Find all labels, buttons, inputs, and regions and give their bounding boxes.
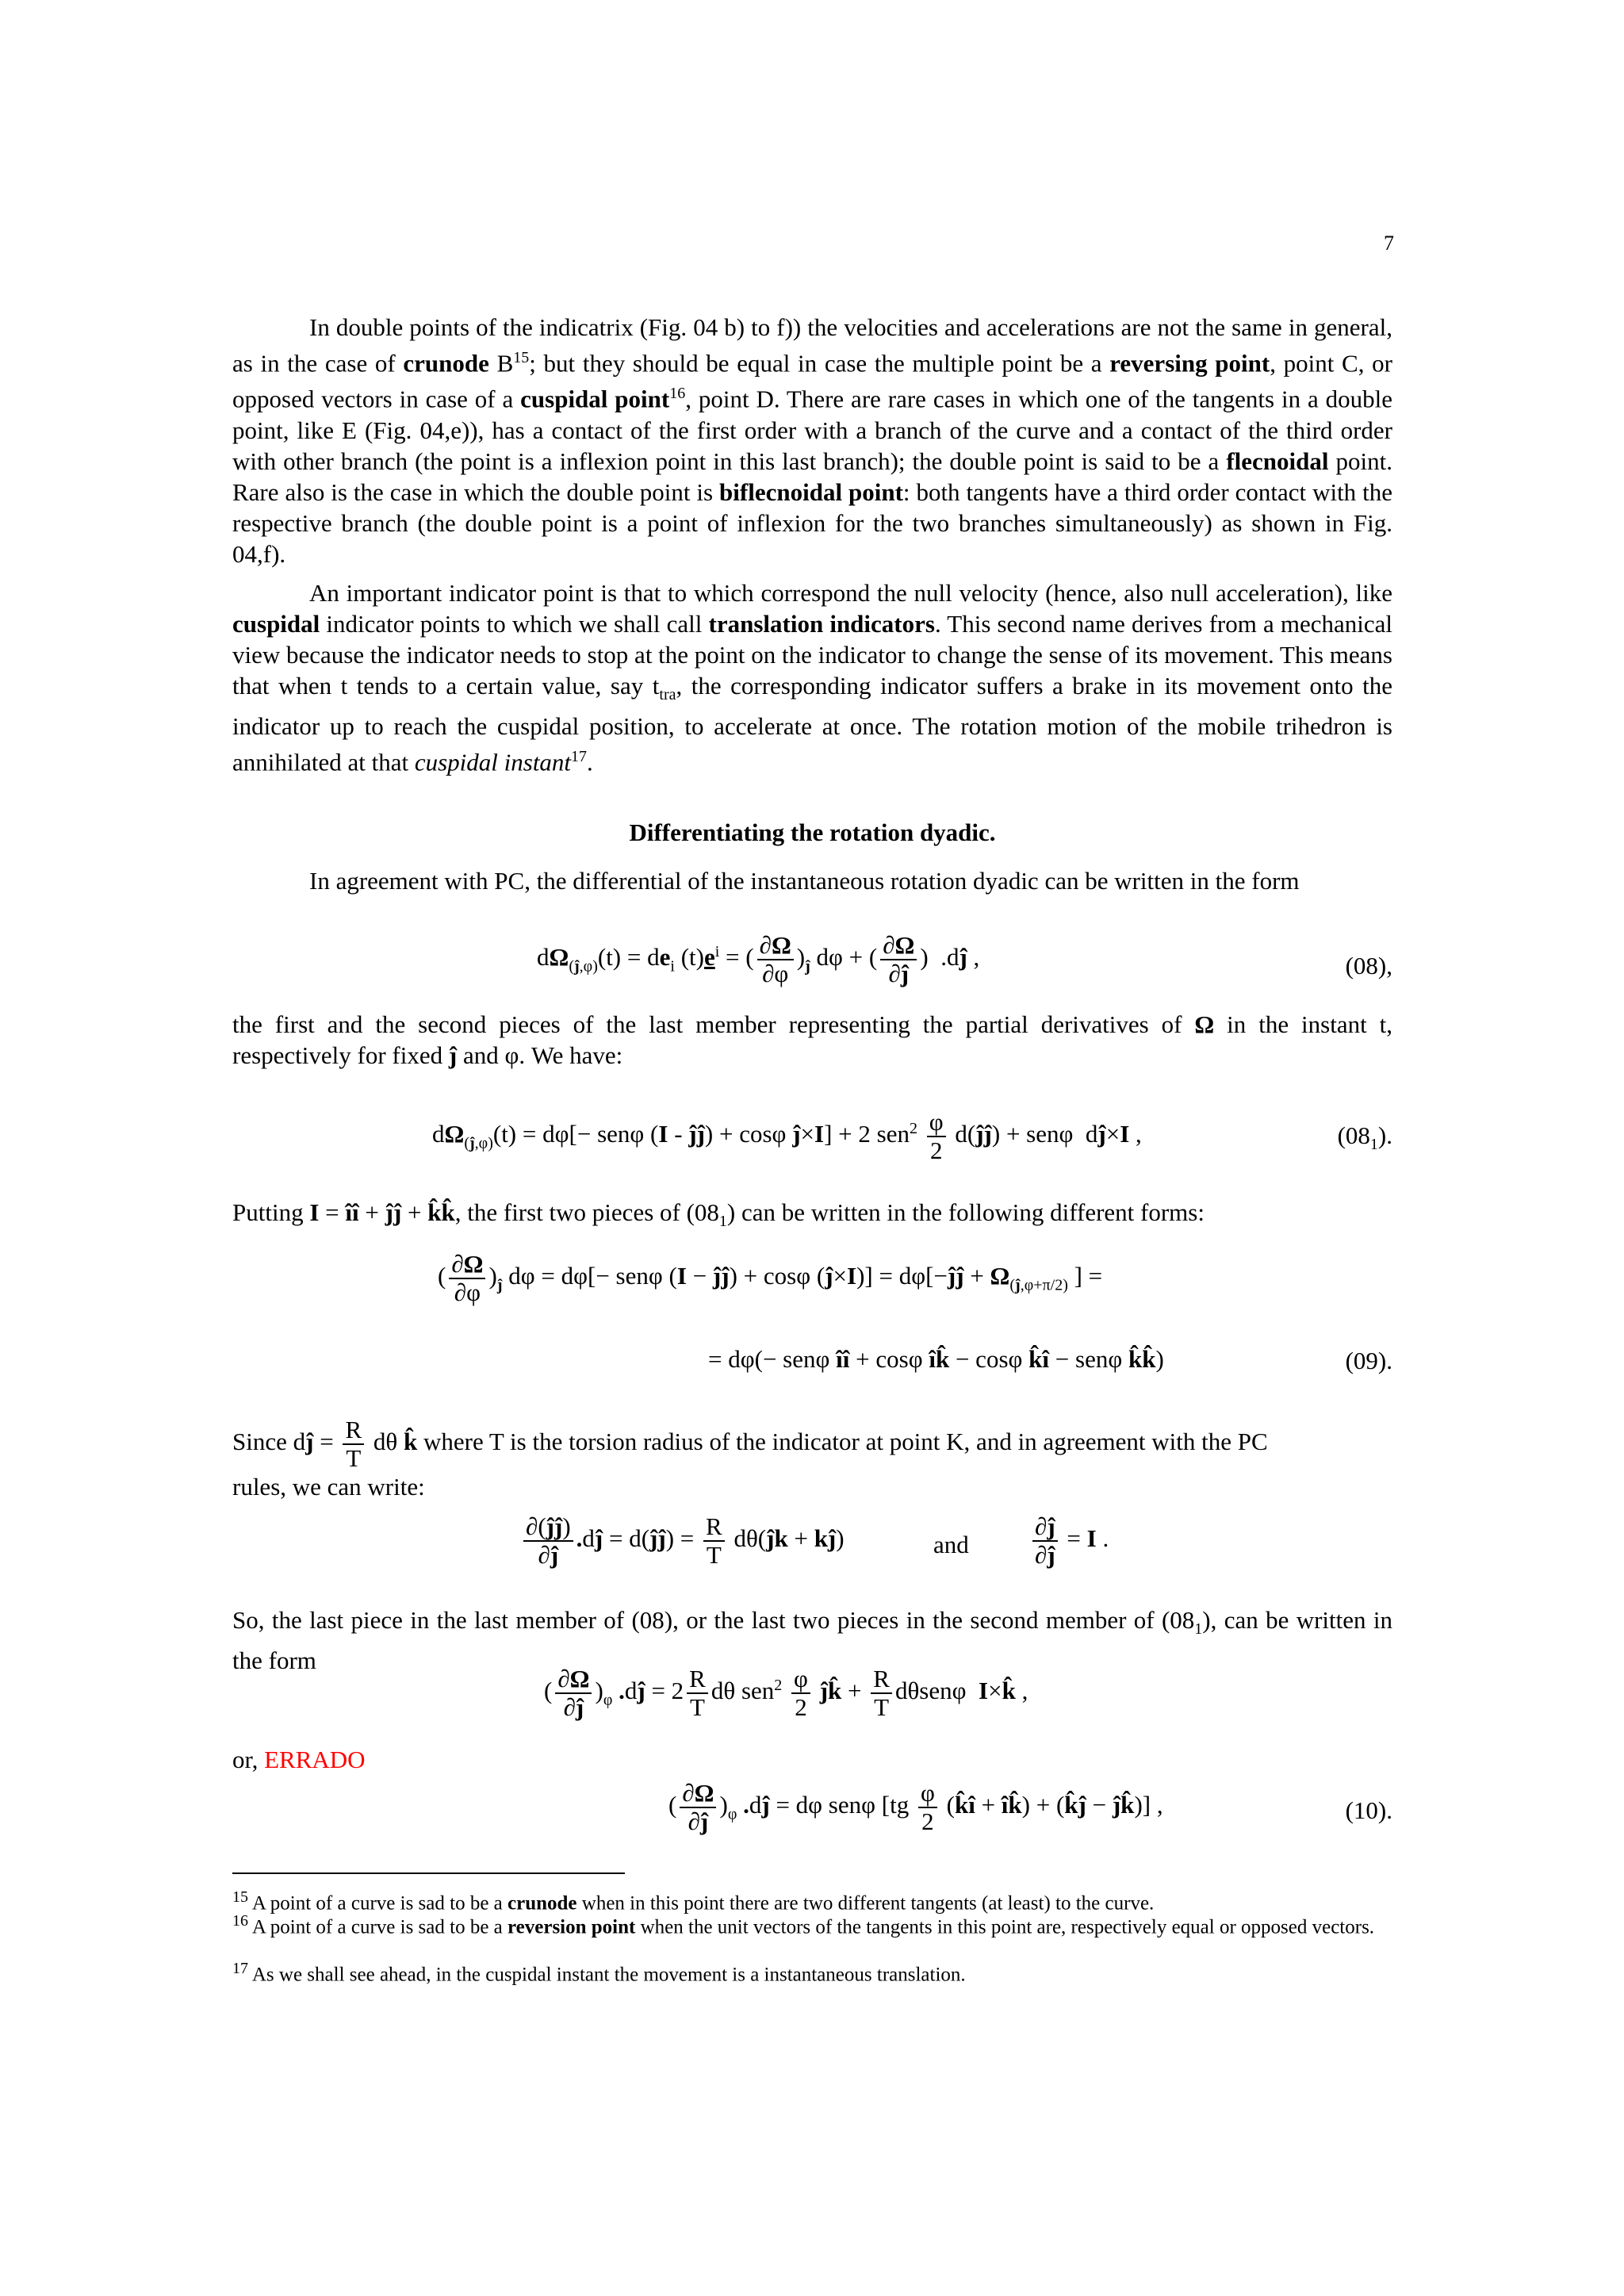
equation-08-1: $d\Omega_{(ĵ,\varphi)}(t) = d\varphi[- sen\varphi$ (I - ĵĵ) + cosφ ĵ×I] + 2 sen$^2$ $\frac{\varphi}{2}$ d(ĵĵ) + senφ dĵ×I , xyxy=(432,1108,1142,1164)
paragraph-partial-derivatives: the first and the second pieces of the last member representing the partial derivatives of Ω in the instant t, respectively for fixed ĵ and φ. We have: xyxy=(232,1010,1392,1069)
footnote-divider xyxy=(232,1872,625,1874)
paragraph-since: Since dĵ = $\frac{R}{T}$ dθ k̂ where T is the torsion radius of the indicator at point K, and in agreement with the PC xyxy=(232,1416,1268,1472)
paragraph-rules: rules, we can write: xyxy=(232,1473,425,1501)
footnote-16: $^{16}$ A point of a curve is sad to be a reversion point when the unit vectors of the tangents in this point are, respectively equal or opposed vectors. xyxy=(232,1912,1375,1938)
equation-09-line-1: ( $\frac{\partial\Omega}{\partial\varphi}$ )$_ĵ$ dφ = dφ[− senφ (I − ĵĵ) + cosφ (ĵ×I)] = dφ[−ĵĵ + $\Omega_{(ĵ,\varphi+\pi/2)}$ ] = xyxy=(438,1250,1103,1306)
equation-08-number: (08), xyxy=(1345,952,1392,979)
paragraph-double-points: In double points of the indicatrix (Fig. 04 b) to f)) the velocities and accelerations are not the same in general, as in the case of crunode $B^{15}$; but they should be equal in case the multiple point be a reversing point, point C, or opposed vectors in case of a cuspidal point$^{16}$, point D. There are rare cases in which one of the tangents in a double point, like E (Fig. 04,e)), has a contact of the first order with a branch of the curve and a contact of the third order with other branch (the point is a inflexion point in this last branch); the double point is said to be a flecnoidal point. Rare also is the case in which the double point is biflecnoidal point: both tangents have a third order contact with the respective branch (the double point is a point of inflexion for the two branches simultaneously) as shown in Fig. 04,f). xyxy=(232,313,1392,568)
footnote-15: $^{15}$ A point of a curve is sad to be a crunode when in this point there are two different tangents (at least) to the curve. xyxy=(232,1888,1155,1915)
section-heading: Differentiating the rotation dyadic. xyxy=(629,818,996,846)
footnote-17: $^{17}$ As we shall see ahead, in the cuspidal instant the movement is a instantaneous translation. xyxy=(232,1960,966,1986)
paragraph-indicator-point: An important indicator point is that to which correspond the null velocity (hence, also null acceleration), like cuspidal indicator points to which we shall call translation indicators. This second name derives from a mechanical view because the indicator needs to stop at the point on the indicator to change the sense of its movement. This means that when t tends to a certain value, say $t_{tra}$, the corresponding indicator suffers a brake in its movement onto the indicator up to reach the cuspidal position, to accelerate at once. The rotation motion of the mobile trihedron is annihilated at that cuspidal instant$^{17}$. xyxy=(232,579,1392,776)
errado-note: ERRADO xyxy=(264,1746,366,1773)
equation-08-1-number: $(08_1)$. xyxy=(1337,1121,1392,1154)
paragraph-or: or, ERRADO xyxy=(232,1746,366,1773)
equation-09-line-2: = dφ(− senφ îî + cosφ îk̂ − cosφ k̂î − senφ k̂k̂) xyxy=(708,1345,1164,1373)
equation-10: ( $\frac{\partial\Omega}{\partial ĵ}$ )$_\varphi$ .dĵ = dφ senφ [tg $\frac{\varphi}{2}$ (k̂î + îk̂) + (k̂ĵ − ĵk̂)] , xyxy=(668,1779,1163,1835)
equation-09-number: (09). xyxy=(1345,1347,1392,1374)
and-word: and xyxy=(933,1531,969,1558)
equation-rules-1: $\frac{\partial(ĵĵ)}{\partial ĵ}$ .dĵ = d(ĵĵ) = $\frac{R}{T}$ dθ(ĵk + kĵ) xyxy=(520,1513,845,1569)
equation-10-number: (10). xyxy=(1345,1796,1392,1824)
page-number: 7 xyxy=(1384,232,1394,255)
equation-last-piece: ( $\frac{\partial\Omega}{\partial ĵ}$ )$_\varphi$ .dĵ = 2 $\frac{R}{T}$ dθ sen$^2$ $\frac{\varphi}{2}$ ĵk̂ + $\frac{R}{T}$ dθsenφ I×k̂ , xyxy=(544,1665,1028,1721)
equation-08: $d\Omega_{(ĵ,\varphi)}(t) = de_i$ $(t)e^i$ = ( $\frac{\partial\Omega}{\partial\varphi}$ )$_ĵ$ dφ + ( $\frac{\partial\Omega}{\partial ĵ}$ ) .dĵ , xyxy=(537,931,980,987)
equation-rules-2: $\frac{\partial ĵ}{\partial ĵ}$ = I . xyxy=(1029,1513,1109,1569)
paragraph-agreement-pc: In agreement with PC, the differential of the instantaneous rotation dyadic can be written in the form xyxy=(309,867,1300,895)
paragraph-putting: Putting I = îî + ĵĵ + k̂k̂, the first two pieces of $(08_1)$ can be written in the following different forms: xyxy=(232,1198,1205,1231)
paragraph-last-piece: So, the last piece in the last member of (08), or the last two pieces in the second member of $(08_1)$, can be written in the form xyxy=(232,1606,1392,1675)
